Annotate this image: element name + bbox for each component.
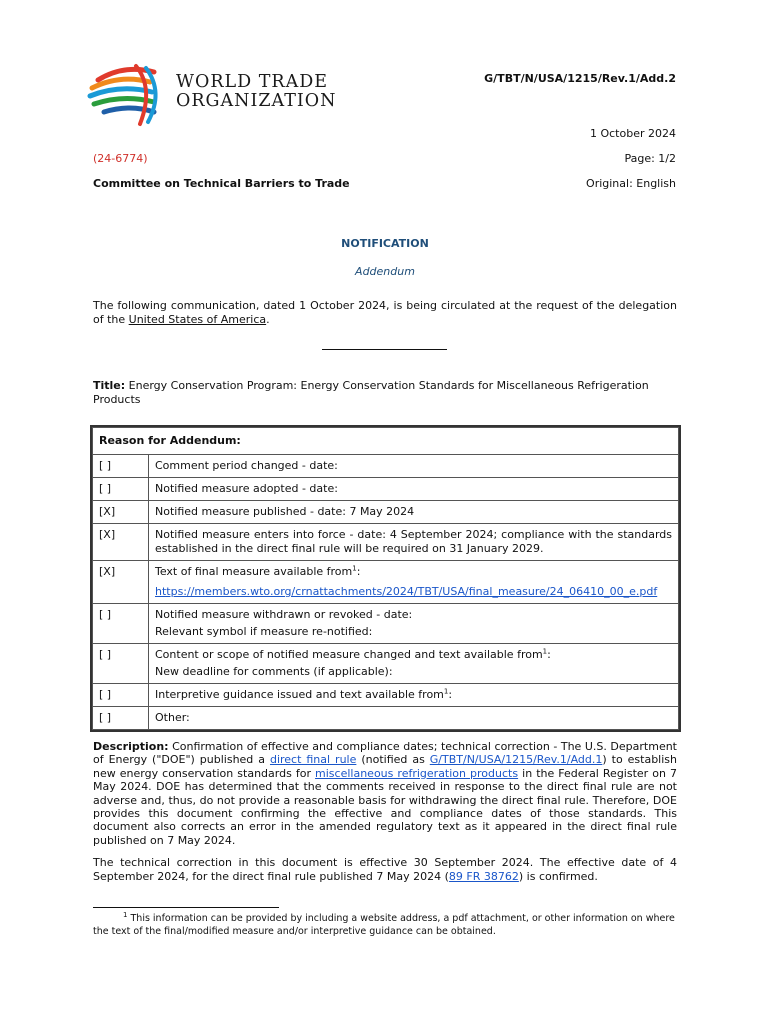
logo-line-2: ORGANIZATION	[176, 91, 337, 111]
table-row	[93, 455, 679, 478]
title-label: Title:	[93, 379, 126, 392]
description-block	[93, 740, 677, 892]
document-number: (24-6774)	[93, 152, 148, 165]
footnote-separator	[93, 907, 279, 908]
reason-text: Interpretive guidance issued and text available from	[155, 688, 444, 701]
checkbox-cell: [ ]	[93, 684, 149, 707]
wto-logo-text	[176, 73, 336, 111]
intro-end: .	[266, 313, 270, 326]
reason-text: Text of final measure available from	[155, 565, 353, 578]
logo-line-1: WORLD TRADE	[176, 72, 329, 92]
reason-text: Other:	[149, 707, 679, 730]
reason-text: Content or scope of notified measure changed and text available from	[155, 648, 543, 661]
direct-final-rule-link[interactable]: direct final rule	[269, 753, 357, 767]
description-text: (notified as	[356, 753, 430, 767]
description-text: Confirmation of effective and compliance dates; technical correction - The U.S. Department of Energy ("DOE") published a	[93, 740, 677, 767]
description-label: Description:	[93, 740, 169, 753]
committee-name: Committee on Technical Barriers to Trade	[93, 177, 350, 190]
table-row	[93, 501, 679, 524]
reason-suffix: :	[547, 648, 551, 661]
description-text: ) is confirmed.	[518, 869, 598, 883]
reason-text: Notified measure withdrawn or revoked - date:	[155, 608, 413, 621]
reason-text: Comment period changed - date:	[149, 455, 679, 478]
description-text: ) to establish new energy conservation standards for	[93, 753, 677, 780]
reason-suffix: :	[448, 688, 453, 701]
misc-refrigeration-link[interactable]: miscellaneous refrigeration products	[315, 766, 519, 780]
reason-table-header: Reason for Addendum:	[93, 428, 679, 455]
table-row	[93, 478, 679, 501]
reason-note: New deadline for comments (if applicable):	[155, 665, 393, 678]
reason-note: Relevant symbol if measure re-notified:	[155, 625, 373, 638]
reason-cell	[149, 561, 679, 604]
document-date: 1 October 2024	[589, 127, 676, 140]
intro-text: The following communication, dated 1 October 2024, is being circulated at the request of the delegation of the	[93, 299, 677, 326]
reason-cell	[149, 604, 679, 644]
intro-paragraph	[93, 299, 677, 327]
reason-text: Notified measure adopted - date:	[149, 478, 679, 501]
separator-line	[322, 349, 447, 350]
checkbox-cell: [ ]	[93, 604, 149, 644]
addendum-subheading: Addendum	[355, 265, 415, 278]
table-row	[93, 684, 679, 707]
description-paragraph-1	[93, 740, 677, 847]
table-row	[93, 604, 679, 644]
checkbox-cell: [ ]	[93, 478, 149, 501]
reason-suffix: :	[356, 565, 361, 578]
notification-heading: NOTIFICATION	[341, 237, 429, 250]
checkbox-cell: [X]	[93, 561, 149, 604]
footnote-mark: 1	[123, 910, 128, 919]
table-row	[93, 561, 679, 604]
reason-text: Notified measure published - date: 7 May 2024	[149, 501, 679, 524]
reason-cell	[149, 684, 679, 707]
footnote	[93, 910, 677, 938]
table-row	[93, 644, 679, 684]
title-block	[93, 379, 677, 407]
checkbox-cell: [ ]	[93, 644, 149, 684]
checkbox-cell: [X]	[93, 524, 149, 561]
footnote-ref: 1	[542, 647, 548, 656]
federal-register-link[interactable]: 89 FR 38762	[448, 869, 519, 883]
description-text: The technical correction in this document is effective 30 September 2024. The effective date of 4 September 2024, for the direct final rule published 7 May 2024 (	[93, 856, 677, 883]
country-name: United States of America	[128, 313, 267, 326]
reason-cell	[149, 644, 679, 684]
wto-emblem-icon	[84, 58, 179, 130]
footnote-ref: 1	[443, 687, 449, 696]
prior-notification-link[interactable]: G/TBT/N/USA/1215/Rev.1/Add.1	[429, 753, 603, 767]
checkbox-cell: [ ]	[93, 455, 149, 478]
table-row	[93, 524, 679, 561]
title-text: Energy Conservation Program: Energy Conservation Standards for Miscellaneous Refrigeration Products	[93, 379, 649, 406]
final-measure-link[interactable]: https://members.wto.org/crnattachments/2024/TBT/USA/final_measure/24_06410_00_e.pdf	[155, 585, 658, 598]
document-symbol: G/TBT/N/USA/1215/Rev.1/Add.2	[484, 72, 676, 85]
footnote-ref: 1	[352, 564, 357, 573]
footnote-text: This information can be provided by including a website address, a pdf attachment, or other information on where the text of the final/modified measure and/or interpretive guidance can be obtained.	[93, 913, 675, 937]
description-paragraph-2	[93, 856, 677, 883]
description-text: in the Federal Register on 7 May 2024. DOE has determined that the comments received in response to the direct final rule are not adverse and, thus, do not provide a reasonable basis for withdrawing the direct final rule. Therefore, DOE provides this document confirming the effective and compliance dates of those standards. This document also corrects an error in the amended regulatory text as it appeared in the direct final rule published on 7 May 2024.	[93, 766, 677, 847]
reason-table	[90, 425, 681, 732]
table-row	[93, 707, 679, 730]
page-indicator: Page: 1/2	[624, 152, 676, 165]
original-language: Original: English	[586, 177, 676, 190]
checkbox-cell: [X]	[93, 501, 149, 524]
checkbox-cell: [ ]	[93, 707, 149, 730]
reason-text: Notified measure enters into force - date: 4 September 2024; compliance with the standards established in the direct final rule will be required on 31 January 2029.	[149, 524, 679, 561]
